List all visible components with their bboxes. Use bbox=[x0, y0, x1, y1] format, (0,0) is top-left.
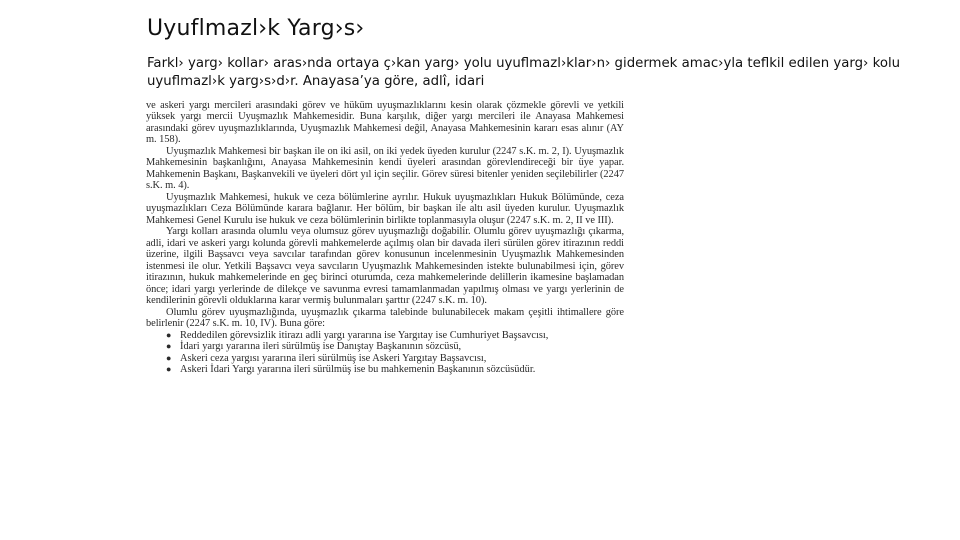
bullet-icon: ● bbox=[166, 329, 172, 340]
scan-bullet-list bbox=[146, 330, 624, 376]
slide-title: Uyuflmazl›k Yarg›s› bbox=[147, 16, 365, 41]
list-item bbox=[166, 341, 624, 352]
scan-paragraph-3: Uyuşmazlık Mahkemesi, hukuk ve ceza bölümlerine ayrılır. Hukuk uyuşmazlıkları Hukuk Bölümünde, ceza uyuşmazlıkları Ceza Bölümünde karara bağlanır. Her bölüm, bir başkan ile altı asil üyeden kurulur. Uyuşmazlık Mahkemesi Genel Kurulu ise hukuk ve ceza bölümlerinin birlikte toplanmasıyla oluşur (2247 s.K. m. 2, II ve III). bbox=[146, 191, 624, 226]
bullet-icon: ● bbox=[166, 352, 172, 363]
scan-paragraph-2: Uyuşmazlık Mahkemesi bir başkan ile on iki asil, on iki yedek üyeden kurulur (2247 s.K. m. 2, I). Uyuşmazlık Mahkemesinin başkanlığını, Anayasa Mahkemesinin kendi üyeleri arasından görevlendireceği bir üye yapar. Mahkemenin Başkanı, Başkanvekili ve üyeleri dört yıl için seçilir. Görev süresi bitenler yeniden seçilebilirler (2247 s.K. m. 4). bbox=[146, 145, 624, 192]
list-item bbox=[166, 364, 624, 375]
slide-intro-text: Farkl› yarg› kollar› aras›nda ortaya ç›kan yarg› yolu uyuflmazl›klar›n› gidermek amac›yla teflkil edilen yarg› kolu uyuflmazl›k yarg›s›d›r. Anayasa’ya göre, adlî, idari bbox=[147, 56, 901, 89]
scanned-book-page bbox=[146, 100, 624, 537]
list-item-text: Askeri İdari Yargı yararına ileri sürülmüş ise bu mahkemenin Başkanının sözcüsüdür. bbox=[180, 364, 536, 376]
list-item bbox=[166, 330, 624, 341]
list-item-text: Askeri ceza yargısı yararına ileri sürülmüş ise Askeri Yargıtay Başsavcısı, bbox=[180, 352, 487, 364]
bullet-icon: ● bbox=[166, 341, 172, 352]
list-item bbox=[166, 353, 624, 364]
bullet-icon: ● bbox=[166, 364, 172, 375]
scan-paragraph-5: Olumlu görev uyuşmazlığında, uyuşmazlık çıkarma talebinde bulunabilecek makam çeşitli ihtimallere göre belirlenir (2247 s.K. m. 10, IV). Buna göre: bbox=[146, 306, 624, 330]
scan-paragraph-1: ve askeri yargı mercileri arasındaki görev ve hüküm uyuşmazlıklarını kesin olarak çözmekle görevli ve yetkili yüksek yargı mercii Uyuşmazlık Mahkemesidir. Buna karşılık, diğer yargı mercileri ile Anayasa Mahkemesi arasındaki görev uyuşmazlıklarında, Uyuşmazlık Mahkemesi değil, Anayasa Mahkemesinin kararı esas alınır (AY m. 158). bbox=[146, 100, 624, 146]
list-item-text: Reddedilen görevsizlik itirazı adli yargı yararına ise Yargıtay ise Cumhuriyet Başsavcısı, bbox=[180, 329, 549, 341]
scan-paragraph-4: Yargı kolları arasında olumlu veya olumsuz görev uyuşmazlığı doğabilir. Olumlu görev uyuşmazlığı çıkarma, adli, idari ve askeri yargı kolunda görevli mahkemelerde açılmış olan bir davada ileri sürülen görev itirazının reddi üzerine, ilgili Başsavcı veya savcılar tarafından görev konusunun incelenmesinin Uyuşmazlık Mahkemesinden istenmesi ile olur. Yetkili Başsavcı veya savcıların Uyuşmazlık Mahkemesinden istekte bulunabilmesi için, görev itirazının, hukuk mahkemelerinde en geç birinci oturumda, ceza mahkemelerinde delillerin ikamesine başlamadan önce; idari yargı yerlerinde de dilekçe ve savunma evresi tamamlanmadan yapılmış olması ve yargı yerlerinin de kendilerinin görevli olduklarına karar vermiş bulunmaları şarttır (2247 s.K. m. 10). bbox=[146, 226, 624, 307]
list-item-text: İdari yargı yararına ileri sürülmüş ise Danıştay Başkanının sözcüsü, bbox=[180, 341, 462, 353]
